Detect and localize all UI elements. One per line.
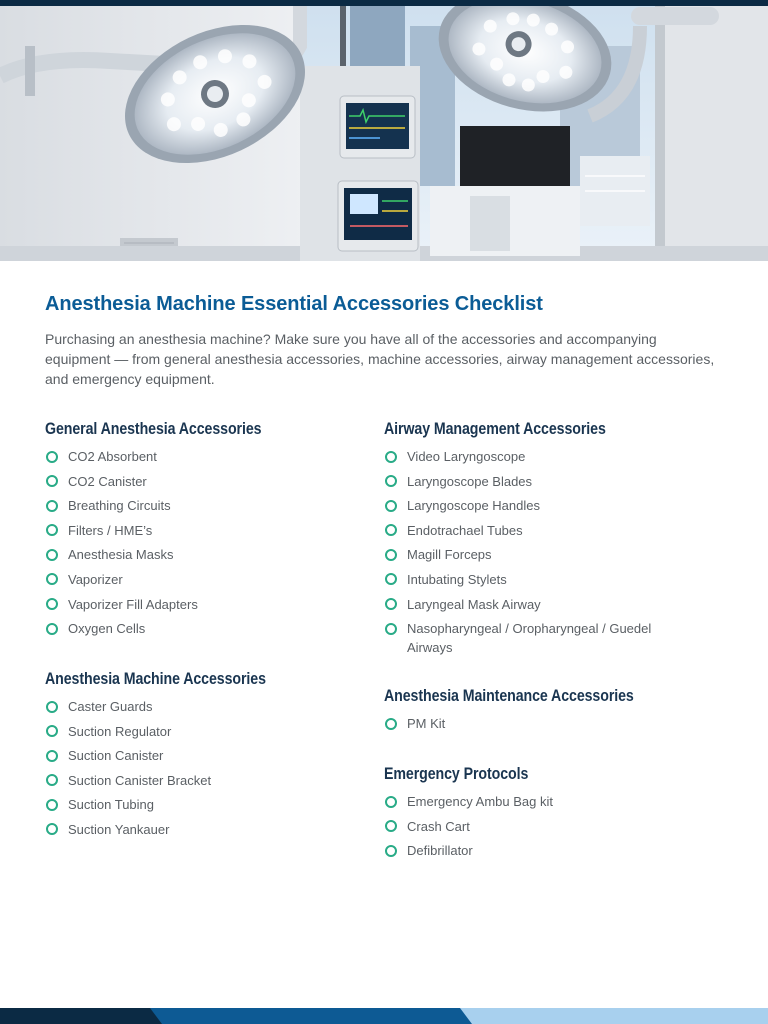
checklist — [384, 793, 684, 861]
checklist-item: Oxygen Cells — [45, 620, 345, 639]
section-heading: Airway Management Accessories — [384, 420, 606, 438]
circle-bullet-icon — [46, 573, 58, 585]
checklist — [384, 715, 684, 734]
checklist-item: Laryngoscope Blades — [384, 473, 664, 492]
checklist — [45, 448, 345, 639]
circle-bullet-icon — [46, 774, 58, 786]
checklist-item: Breathing Circuits — [45, 497, 345, 516]
hero-operating-room-image — [0, 6, 768, 261]
checklist-item: Filters / HME’s — [45, 522, 345, 541]
checklist-item: Vaporizer Fill Adapters — [45, 596, 345, 615]
checklist-item: Video Laryngoscope — [384, 448, 664, 467]
section-heading: Anesthesia Maintenance Accessories — [384, 687, 634, 705]
section-heading: Emergency Protocols — [384, 765, 529, 783]
checklist-item: CO2 Canister — [45, 473, 345, 492]
checklist-item: Vaporizer — [45, 571, 345, 590]
section-machine-accessories — [45, 670, 345, 846]
circle-bullet-icon — [46, 799, 58, 811]
checklist-item: Caster Guards — [45, 698, 345, 717]
circle-bullet-icon — [385, 573, 397, 585]
circle-bullet-icon — [385, 500, 397, 512]
checklist-item: Nasopharyngeal / Oropharyngeal / Guedel Airways — [384, 620, 664, 657]
circle-bullet-icon — [46, 524, 58, 536]
section-emergency-protocols — [384, 765, 684, 867]
checklist-item: Emergency Ambu Bag kit — [384, 793, 684, 812]
circle-bullet-icon — [46, 500, 58, 512]
circle-bullet-icon — [46, 823, 58, 835]
checklist — [45, 698, 345, 839]
intro-paragraph: Purchasing an anesthesia machine? Make sure you have all of the accessories and accompanying equipment — from general anesthesia accessories, machine accessories, airway management accessories, and emergency equipment. — [45, 331, 715, 387]
circle-bullet-icon — [385, 598, 397, 610]
section-airway-management — [384, 420, 664, 663]
footer-mid-band — [150, 1008, 482, 1024]
checklist-item: Suction Regulator — [45, 723, 345, 742]
checklist-item: PM Kit — [384, 715, 684, 734]
checklist-item: Suction Canister — [45, 747, 345, 766]
circle-bullet-icon — [385, 796, 397, 808]
circle-bullet-icon — [46, 598, 58, 610]
checklist-item: Magill Forceps — [384, 546, 664, 565]
circle-bullet-icon — [46, 701, 58, 713]
circle-bullet-icon — [385, 451, 397, 463]
checklist-item: Laryngoscope Handles — [384, 497, 664, 516]
checklist — [384, 448, 664, 657]
circle-bullet-icon — [385, 718, 397, 730]
circle-bullet-icon — [46, 623, 58, 635]
circle-bullet-icon — [46, 475, 58, 487]
section-general-anesthesia — [45, 420, 345, 645]
checklist-item: Intubating Stylets — [384, 571, 664, 590]
circle-bullet-icon — [385, 524, 397, 536]
footer-color-band — [0, 1008, 768, 1024]
checklist-item: Endotrachael Tubes — [384, 522, 664, 541]
checklist-item: Anesthesia Masks — [45, 546, 345, 565]
circle-bullet-icon — [46, 750, 58, 762]
circle-bullet-icon — [385, 549, 397, 561]
circle-bullet-icon — [385, 820, 397, 832]
section-heading: General Anesthesia Accessories — [45, 420, 262, 438]
circle-bullet-icon — [385, 623, 397, 635]
section-heading: Anesthesia Machine Accessories — [45, 670, 266, 688]
page-title: Anesthesia Machine Essential Accessories Checklist — [45, 293, 543, 315]
checklist-item: CO2 Absorbent — [45, 448, 345, 467]
footer-light-band — [460, 1008, 768, 1024]
section-maintenance-accessories — [384, 687, 684, 740]
checklist-item: Suction Yankauer — [45, 821, 345, 840]
checklist-item: Laryngeal Mask Airway — [384, 596, 664, 615]
checklist-item: Suction Tubing — [45, 796, 345, 815]
circle-bullet-icon — [46, 549, 58, 561]
circle-bullet-icon — [46, 451, 58, 463]
circle-bullet-icon — [385, 475, 397, 487]
circle-bullet-icon — [385, 845, 397, 857]
circle-bullet-icon — [46, 725, 58, 737]
checklist-item: Suction Canister Bracket — [45, 772, 345, 791]
checklist-item: Crash Cart — [384, 818, 684, 837]
checklist-item: Defibrillator — [384, 842, 684, 861]
